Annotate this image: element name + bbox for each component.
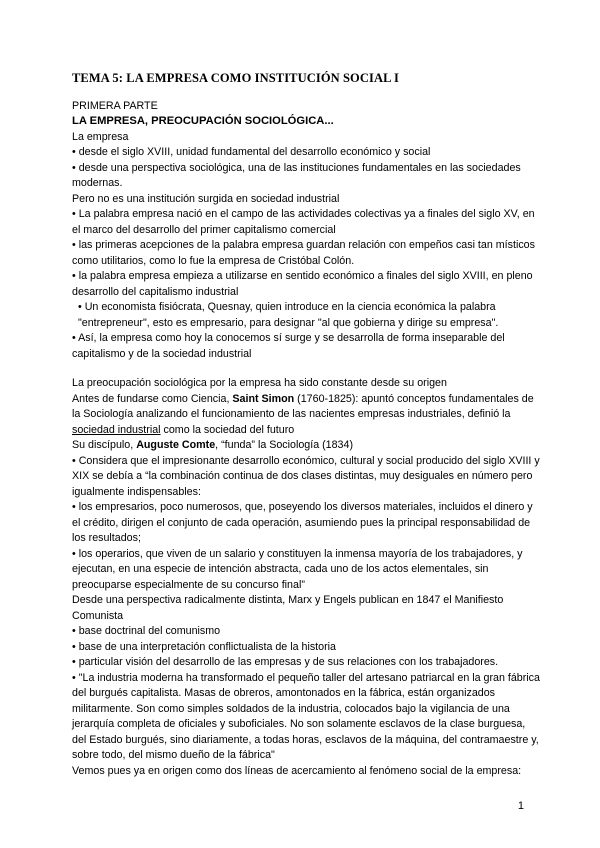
page-number: 1	[517, 800, 524, 812]
bullet-item: • los empresarios, poco numerosos, que, poseyendo los diversos materiales, incluidos el dinero y el crédito, dirigen el conjunto de cada operación, asumiendo pues la principal responsabilidad de los resultados;	[72, 501, 533, 544]
paragraph: La empresa	[72, 130, 129, 143]
indented-bullet-item: • Un economista fisiócrata, Quesnay, quien introduce en la ciencia económica la palabra "entrepreneur", esto es empresario, para designar "al que gobierna y dirige su empresa".	[78, 301, 499, 329]
bullet-item: • las primeras acepciones de la palabra empresa guardan relación con empeños casi tan místicos como utilitarios, como lo fue la empresa de Cristóbal Colón.	[72, 239, 535, 267]
bullet-item: • particular visión del desarrollo de las empresas y de sus relaciones con los trabajadores.	[72, 656, 499, 668]
paragraph-gap	[72, 362, 540, 376]
bullet-item: • los operarios, que viven de un salario y constituyen la inmensa mayoría de los trabajadores, y ejecutan, en una especie de intención abstracta, cada uno de los actos elementales, sin preocuparse especialmente de su concurso final”	[72, 547, 523, 591]
comte-paragraph	[72, 438, 540, 454]
underlined-term: sociedad industrial	[72, 423, 161, 436]
text-run: Antes de fundarse como Ciencia,	[72, 392, 230, 405]
saint-simon-paragraph	[72, 392, 540, 439]
bullet-item: • base de una interpretación conflictualista de la historia	[72, 640, 336, 653]
bullet-item: • La palabra empresa nació en el campo de las actividades colectivas ya a finales del siglo XV, en el marco del desarrollo del primer capitalismo comercial	[72, 208, 535, 236]
text-run: , “funda” la Sociología (1834)	[215, 439, 354, 451]
paragraph: La preocupación sociológica por la empresa ha sido constante desde su origen	[72, 377, 447, 389]
bullet-item: • "La industria moderna ha transformado el pequeño taller del artesano patriarcal en la gran fábrica del burgués capitalista. Masas de obreros, amontonados en la fábrica, están organizados militarmente. Son como simples soldados de la industria, colocados bajo la vigilancia de una jerarquía completa de oficiales y suboficiales. No son solamente esclavos de la clase burguesa, del Estado burgués, sino diariamente, a todas horas, esclavos de la máquina, del contramaestre y, sobre todo, del mismo dueño de la fábrica"	[72, 671, 540, 761]
bullet-item: • desde una perspectiva sociológica, una de las instituciones fundamentales en las sociedades modernas.	[72, 161, 521, 189]
bullet-item: • desde el siglo XVIII, unidad fundamental del desarrollo económico y social	[72, 146, 431, 158]
text-run: Su discípulo,	[72, 439, 134, 451]
author-name-saint-simon: Saint Simon	[232, 392, 295, 405]
part-label: PRIMERA PARTE	[72, 99, 158, 112]
text-run: como la sociedad del futuro	[163, 423, 295, 436]
document-title: TEMA 5: LA EMPRESA COMO INSTITUCIÓN SOCIAL I	[72, 71, 400, 85]
paragraph: Vemos pues ya en origen como dos líneas de acercamiento al fenómeno social de la empresa:	[72, 764, 522, 777]
bullet-item: • Así, la empresa como hoy la conocemos sí surge y se desarrolla de forma inseparable del capitalismo y de la sociedad industrial	[72, 332, 505, 360]
bullet-item: • base doctrinal del comunismo	[72, 625, 221, 637]
bullet-item: • Considera que el impresionante desarrollo económico, cultural y social producido del siglo XVIII y XIX se debía a “la combinación continua de dos clases distintas, muy desiguales en número pero igualmente indispensables:	[72, 454, 540, 498]
paragraph: Pero no es una institución surgida en sociedad industrial	[72, 192, 340, 205]
author-name-comte: Auguste Comte	[136, 439, 216, 451]
bullet-item: • la palabra empresa empieza a utilizarse en sentido económico a finales del siglo XVIII, en pleno desarrollo del capitalismo industrial	[72, 270, 533, 298]
text-run: (1760-1825): apuntó conceptos fundamentales de la Sociología analizando el funcionamiento de las nacientes empresas industriales, definió la	[72, 392, 534, 420]
paragraph: Desde una perspectiva radicalmente distinta, Marx y Engels publican en 1847 el Manifiesto Comunista	[72, 594, 504, 622]
section-heading: LA EMPRESA, PREOCUPACIÓN SOCIOLÓGICA...	[72, 115, 334, 127]
